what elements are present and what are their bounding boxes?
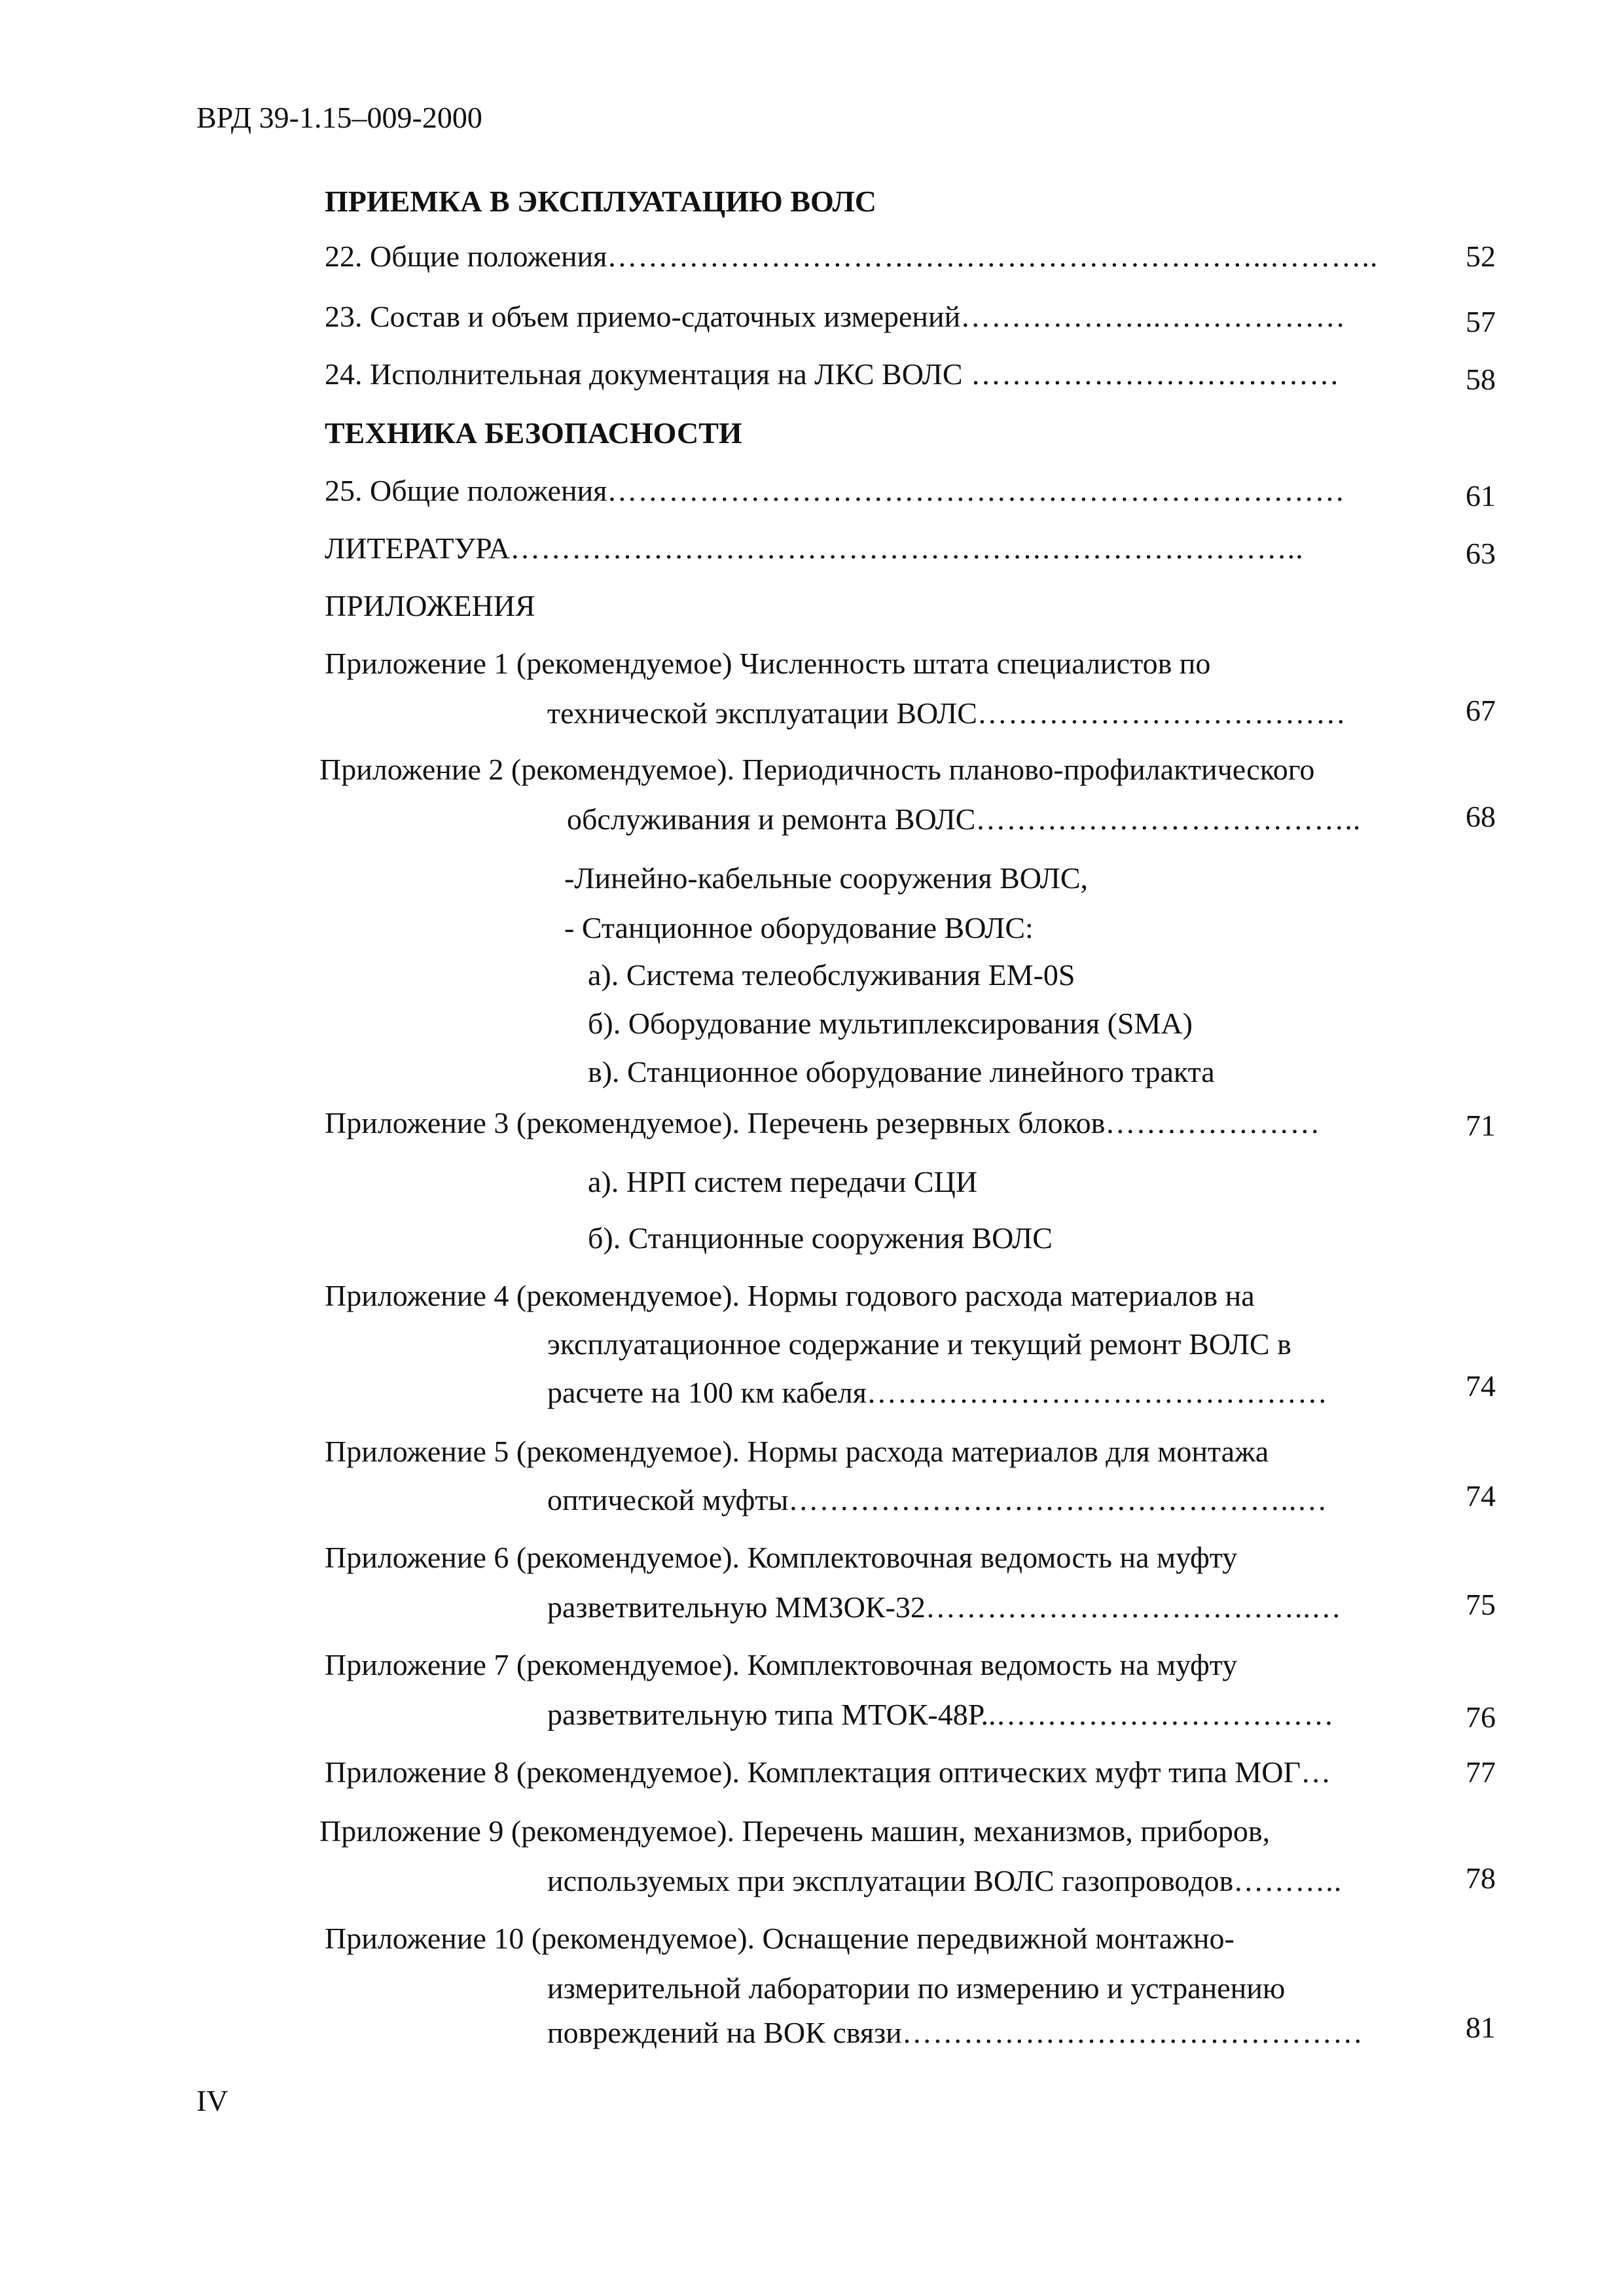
section-heading-literature: ЛИТЕРАТУРА <box>325 531 511 565</box>
appendix-6-line-2[interactable] <box>547 1589 1342 1626</box>
toc-entry-text: разветвительную ММЗОК-32 <box>547 1590 926 1624</box>
appendix-5-line-2[interactable] <box>547 1482 1327 1518</box>
toc-leader-dots: ………………………………..… <box>925 1590 1342 1624</box>
toc-page-number: 78 <box>1466 1861 1496 1895</box>
toc-entry-text: обслуживания и ремонта ВОЛС <box>567 802 976 836</box>
document-code: ВРД 39-1.15–009-2000 <box>196 101 482 134</box>
appendix-2-subitem: а). Система телеобслуживания ЕМ-0S <box>588 958 1075 992</box>
toc-leader-dots: …………………………………………..… <box>788 1483 1328 1516</box>
toc-entry-24[interactable] <box>325 356 1340 393</box>
toc-leader-dots: …………………………… <box>996 1698 1335 1731</box>
toc-leader-dots: ………………… <box>1105 1106 1321 1139</box>
toc-leader-dots: ……………………………………………………………… <box>607 474 1346 507</box>
appendix-6-line-1: Приложение 6 (рекомендуемое). Комплектовочная ведомость на муфту <box>325 1541 1238 1574</box>
toc-entry-text: 24. Исполнительная документация на ЛКС ВОЛС <box>325 357 963 391</box>
appendix-2-subitem: - Станционное оборудование ВОЛС: <box>564 911 1034 944</box>
appendix-4-line-3[interactable] <box>547 1374 1328 1411</box>
appendix-7-line-2[interactable] <box>547 1696 1335 1733</box>
toc-page-number: 75 <box>1466 1588 1496 1621</box>
toc-leader-dots: ……………………………………… <box>901 2016 1363 2049</box>
toc-entry-literature[interactable] <box>325 530 1304 567</box>
appendix-10-line-3[interactable] <box>547 2015 1363 2051</box>
toc-entry-text: расчете на 100 км кабеля <box>547 1376 867 1409</box>
appendix-5-line-1: Приложение 5 (рекомендуемое). Нормы расхода материалов для монтажа <box>325 1435 1269 1468</box>
toc-page-number: 68 <box>1466 800 1496 833</box>
appendix-3-subitem: а). НРП систем передачи СЦИ <box>588 1165 978 1198</box>
section-heading-safety: ТЕХНИКА БЕЗОПАСНОСТИ <box>325 416 742 450</box>
section-heading-acceptance: ПРИЕМКА В ЭКСПЛУАТАЦИЮ ВОЛС <box>325 185 876 218</box>
appendix-3-subitem: б). Станционные сооружения ВОЛС <box>588 1221 1053 1255</box>
toc-leader-dots: ……………………………………… <box>866 1376 1328 1409</box>
page-number-roman: IV <box>196 2084 228 2117</box>
toc-entry-text: Приложение 3 (рекомендуемое). Перечень резервных блоков <box>325 1106 1106 1139</box>
appendix-9-line-1: Приложение 9 (рекомендуемое). Перечень машин, механизмов, приборов, <box>319 1814 1271 1848</box>
toc-page-number: 67 <box>1466 694 1496 727</box>
appendix-8-line-1[interactable]: Приложение 8 (рекомендуемое). Комплектация оптических муфт типа МОГ… <box>325 1755 1331 1789</box>
toc-entry-25[interactable] <box>325 473 1345 509</box>
toc-entry-text: 25. Общие положения <box>325 474 607 507</box>
toc-page-number: 74 <box>1466 1479 1496 1513</box>
appendix-3-line-1[interactable] <box>325 1105 1320 1141</box>
toc-page-number: 77 <box>1466 1755 1496 1789</box>
appendix-2-line-1: Приложение 2 (рекомендуемое). Периодичность планово-профилактического <box>319 753 1315 786</box>
toc-entry-text: повреждений на ВОК связи <box>547 2016 902 2049</box>
toc-entry-text: 23. Состав и объем приемо-сдаточных измерений <box>325 300 961 333</box>
toc-page-number: 76 <box>1466 1700 1496 1734</box>
toc-entry-text: оптической муфты <box>547 1483 789 1516</box>
toc-page-number: 71 <box>1466 1109 1496 1142</box>
appendix-2-subitem: в). Станционное оборудование линейного тракта <box>588 1055 1215 1088</box>
toc-entry-text: технической эксплуатации ВОЛС <box>547 696 977 730</box>
appendix-2-line-2[interactable] <box>567 801 1361 838</box>
appendix-2-subitem: -Линейно-кабельные сооружения ВОЛС, <box>564 861 1089 895</box>
toc-entry-text: используемых при эксплуатации ВОЛС газопроводов <box>547 1864 1234 1897</box>
appendix-4-line-1: Приложение 4 (рекомендуемое). Нормы годового расхода материалов на <box>325 1279 1255 1312</box>
appendix-4-line-2: эксплуатационное содержание и текущий ремонт ВОЛС в <box>547 1327 1291 1361</box>
toc-page-number: 57 <box>1466 305 1496 338</box>
toc-page-number: 63 <box>1466 537 1496 570</box>
toc-leader-dots: ………………..……………… <box>960 300 1346 333</box>
toc-entry-22[interactable] <box>325 238 1378 275</box>
toc-entry-23[interactable] <box>325 298 1346 335</box>
appendix-9-line-2[interactable] <box>547 1863 1342 1899</box>
appendix-2-subitem: б). Оборудование мультиплексирования (SMA) <box>588 1007 1193 1040</box>
toc-leader-dots: ……….. <box>1233 1864 1343 1897</box>
toc-page-number: 61 <box>1466 479 1496 512</box>
toc-page-number: 58 <box>1466 363 1496 396</box>
toc-leader-dots: ……………………………… <box>977 696 1346 730</box>
appendix-7-line-1: Приложение 7 (рекомендуемое). Комплектовочная ведомость на муфту <box>325 1648 1238 1681</box>
appendix-1-line-2[interactable] <box>547 695 1346 732</box>
toc-leader-dots: ………………………………………………………..……….. <box>607 240 1379 273</box>
toc-entry-text: разветвительную типа МТОК-48Р.. <box>547 1698 996 1731</box>
toc-page-number: 74 <box>1466 1369 1496 1403</box>
toc-entry-text: 22. Общие положения <box>325 240 607 273</box>
appendix-10-line-2: измерительной лаборатории по измерению и устранению <box>547 1971 1286 2005</box>
toc-leader-dots: ……………………………… <box>962 357 1341 391</box>
section-heading-appendices: ПРИЛОЖЕНИЯ <box>325 589 535 622</box>
toc-page-number: 81 <box>1466 2011 1496 2044</box>
appendix-10-line-1: Приложение 10 (рекомендуемое). Оснащение передвижной монтажно- <box>325 1922 1235 1955</box>
toc-leader-dots: …………………………………………….…………………….. <box>510 531 1304 565</box>
appendix-1-line-1: Приложение 1 (рекомендуемое) Численность штата специалистов по <box>325 647 1211 680</box>
toc-leader-dots: ……………………………….. <box>975 802 1362 836</box>
toc-page-number: 52 <box>1466 240 1496 273</box>
